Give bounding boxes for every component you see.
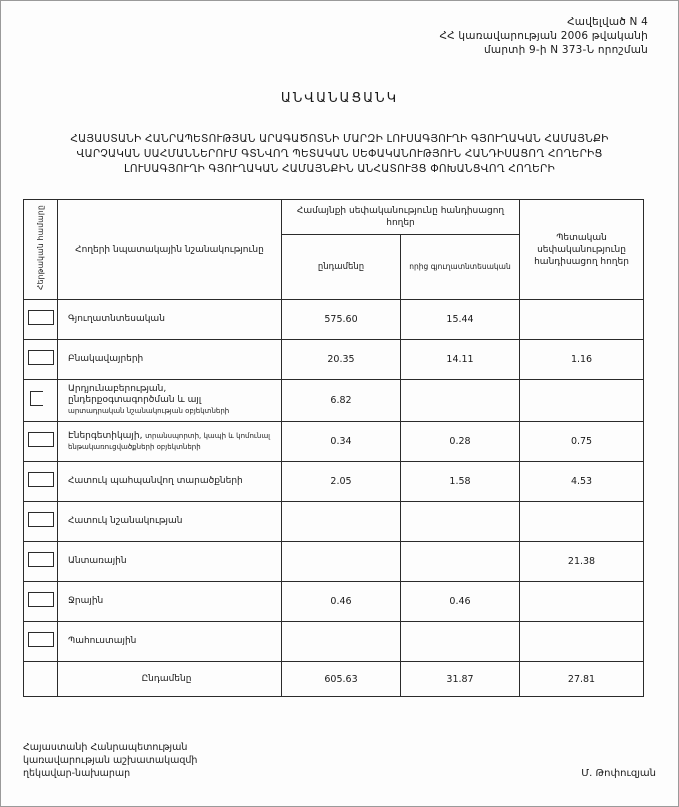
checkbox-icon[interactable] (28, 592, 54, 607)
table-row (24, 622, 644, 662)
table-row (24, 542, 644, 582)
total-of-which: 31.87 (401, 662, 520, 697)
row-total: 0.34 (282, 422, 401, 462)
row-name-main: Անտառային (68, 556, 127, 566)
document-header (9, 9, 670, 57)
row-total: 6.82 (282, 380, 401, 422)
header-cell-community-group: Համայնքի սեփականությունը հանդիսացող հողեր (282, 200, 520, 235)
row-of-which: 0.46 (401, 582, 520, 622)
total-total: 605.63 (282, 662, 401, 697)
row-of-which (401, 622, 520, 662)
row-of-which (401, 502, 520, 542)
row-checkbox-cell[interactable] (24, 380, 58, 422)
row-state (520, 622, 644, 662)
checkbox-icon[interactable] (28, 632, 54, 647)
header-cell-index (24, 200, 58, 300)
row-state (520, 502, 644, 542)
table-row (24, 422, 644, 462)
row-name-sub: տրանսպորտի, կապի և կոմունալ ենթակառուցվածքների օբյեկտների (68, 431, 271, 451)
table-row (24, 462, 644, 502)
table-row (24, 502, 644, 542)
table-total-row (24, 662, 644, 697)
row-checkbox-cell[interactable] (24, 542, 58, 582)
row-checkbox-cell[interactable] (24, 300, 58, 340)
row-name-sub: արտադրական նշանակության օբյեկտների (68, 407, 230, 415)
signatory-line-1: Հայաստանի Հանրապետության (23, 742, 188, 753)
row-name-cell (58, 502, 282, 542)
row-name-main: Պահուստային (68, 636, 137, 646)
row-name-main: Ջրային (68, 596, 104, 606)
row-of-which: 15.44 (401, 300, 520, 340)
header-cell-name: Հողերի նպատակային նշանակությունը (58, 200, 282, 300)
land-table (23, 199, 644, 697)
row-name-main: Հատուկ պահպանվող տարածքների (68, 476, 243, 486)
table-row (24, 340, 644, 380)
document-footer (23, 741, 656, 780)
row-checkbox-cell[interactable] (24, 462, 58, 502)
row-name-main: Գյուղատնտեսական (68, 314, 165, 324)
row-name-cell (58, 582, 282, 622)
table-row (24, 300, 644, 340)
total-blank-cell (24, 662, 58, 697)
signatory-line-2: կառավարության աշխատակազմի (23, 755, 198, 766)
checkbox-icon[interactable] (28, 350, 54, 365)
row-checkbox-cell[interactable] (24, 502, 58, 542)
table-row (24, 582, 644, 622)
row-name-cell (58, 300, 282, 340)
subtitle-line-3: ԼՈՒՍԱԳՅՈՒՂԻ ԳՅՈՒՂԱԿԱՆ ՀԱՄԱՅՆՔԻՆ ԱՆՀԱՏՈՒՅՑ ՓՈԽԱՆՑՎՈՂ ՀՈՂԵՐԻ (124, 163, 555, 175)
subtitle-line-2: ՎԱՐՉԱԿԱՆ ՍԱՀՄԱՆՆԵՐՈՒՄ ԳՏՆՎՈՂ ՊԵՏԱԿԱՆ ՍԵՓԱԿԱՆՈՒԹՅՈՒՆ ՀԱՆԴԻՍԱՑՈՂ ՀՈՂԵՐԻՑ (76, 148, 603, 160)
row-state: 1.16 (520, 340, 644, 380)
row-total: 2.05 (282, 462, 401, 502)
row-total: 575.60 (282, 300, 401, 340)
row-total: 20.35 (282, 340, 401, 380)
row-checkbox-cell[interactable] (24, 622, 58, 662)
document-subtitle (27, 132, 652, 177)
signatory-name: Մ. Թոփուզյան (581, 768, 656, 779)
checkbox-icon[interactable] (28, 432, 54, 447)
checkbox-icon[interactable] (28, 552, 54, 567)
total-label: Ընդամենը (58, 662, 282, 697)
table-header-row-1 (24, 200, 644, 235)
row-name-cell (58, 340, 282, 380)
header-cell-total: ընդամենը (282, 235, 401, 300)
header-index-label: Հերթական համարը (36, 204, 45, 291)
row-name-cell (58, 380, 282, 422)
row-state: 21.38 (520, 542, 644, 582)
row-total (282, 542, 401, 582)
row-state (520, 300, 644, 340)
row-name-main: Հատուկ նշանակության (68, 516, 183, 526)
signatory-line-3: ղեկավար-նախարար (23, 768, 131, 779)
row-of-which (401, 380, 520, 422)
row-checkbox-cell[interactable] (24, 340, 58, 380)
row-name-main: Էներգետիկայի, (68, 430, 143, 441)
row-name-cell (58, 622, 282, 662)
signatory-title (23, 741, 197, 780)
row-name-cell (58, 422, 282, 462)
row-total (282, 502, 401, 542)
table-body (24, 300, 644, 697)
subtitle-line-1: ՀԱՅԱՍՏԱՆԻ ՀԱՆՐԱՊԵՏՈՒԹՅԱՆ ԱՐԱԳԱԾՈՏՆԻ ՄԱՐԶԻ ԼՈՒՍԱԳՅՈՒՂԻ ԳՅՈՒՂԱԿԱՆ ՀԱՄԱՅՆՔԻ (70, 133, 609, 145)
checkbox-icon[interactable] (28, 472, 54, 487)
row-state: 4.53 (520, 462, 644, 502)
document-body (9, 9, 670, 798)
row-name-main: Բնակավայրերի (68, 354, 144, 364)
checkbox-icon[interactable] (28, 310, 54, 325)
row-total (282, 622, 401, 662)
row-state: 0.75 (520, 422, 644, 462)
row-name-cell (58, 462, 282, 502)
table-row (24, 380, 644, 422)
row-checkbox-cell[interactable] (24, 422, 58, 462)
row-of-which: 0.28 (401, 422, 520, 462)
header-cell-of-which: որից գյուղատնտեսական (401, 235, 520, 300)
row-state (520, 380, 644, 422)
row-name-main: Արդյունաբերության, ընդերքօգտագործման և այլ (68, 384, 202, 405)
header-line-1: Հավելված N 4 (567, 16, 648, 28)
row-checkbox-cell[interactable] (24, 582, 58, 622)
checkbox-icon[interactable] (30, 391, 43, 406)
row-name-cell (58, 542, 282, 582)
row-state (520, 582, 644, 622)
header-cell-state: Պետական սեփականությունը հանդիսացող հողեր (520, 200, 644, 300)
header-line-3: մարտի 9-ի N 373-Ն որոշման (484, 44, 648, 56)
total-state: 27.81 (520, 662, 644, 697)
row-of-which: 1.58 (401, 462, 520, 502)
page-title: ԱՆՎԱՆԱՑԱՆԿ (280, 91, 399, 106)
row-of-which: 14.11 (401, 340, 520, 380)
header-line-2: ՀՀ կառավարության 2006 թվականի (439, 30, 648, 42)
checkbox-icon[interactable] (28, 512, 54, 527)
row-of-which (401, 542, 520, 582)
row-total: 0.46 (282, 582, 401, 622)
